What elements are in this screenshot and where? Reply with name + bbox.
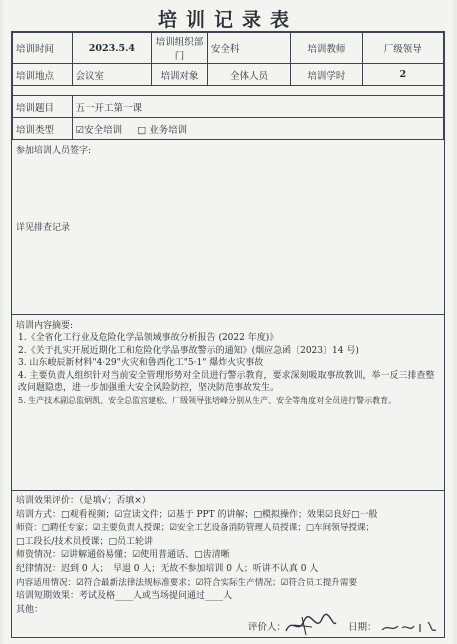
evaluation-section [12,491,444,639]
record-form [11,31,445,638]
date-handwriting [380,616,440,636]
training-record-sheet [3,0,453,644]
evaluation-short-term: 培训短期效果：考试及格____人或当场提问通过____人 [16,591,233,602]
evaluation-other: 其他： [16,604,44,615]
evaluation-method: 培训方式：□观看视频；☑宣读文件；☑基于 PPT 的讲解；□模拟操作；效果☑良好□一般 [16,509,378,520]
signers-section [12,140,444,315]
time-label: 培训时间 [13,33,73,64]
date-label: 日期： [348,622,377,633]
content-label: 培训内容摘要: [16,321,74,331]
place-value: 会议室 [72,64,152,86]
org-label: 培训组织部门 [152,33,208,64]
topic-label: 培训题目 [13,96,73,118]
evaluation-teacher-quality: 师资情况：☑讲解通俗易懂；☑使用普通话、□齿清晰 [16,550,230,561]
time-value: 2023.5.4 [72,33,152,64]
target-label: 培训对象 [152,64,208,86]
reviewer-signature [282,613,338,637]
content-item-1: 1.《全省化工行业及危险化学品领域事故分析报告 (2022 年度)》 [18,333,279,343]
content-item-5: 5. 生产技术副总监炳凯、安全总监宫建松、厂级领导张培峰分别从生产、安全等角度对全员进行警示教育。 [18,395,397,405]
evaluation-teachers: 师资：□聘任专家；☑主要负责人授课；☑安全工艺设备消防管理人员授课；□车间领导授课； [16,523,375,534]
target-value: 全体人员 [207,64,290,86]
reviewer-label: 评价人： [248,622,287,633]
signers-label: 参加培训人员签字: [16,146,92,156]
content-item-4: 4. 主要负责人组织针对当前安全管理形势对全员进行警示教育，要求深刻吸取事故教训，举一反三排查整改问题隐患，进一步加强重大安全风险防控，坚决防范事故发生。 [18,370,435,393]
evaluation-discipline: 纪律情况：迟到 0 人； 早退 0 人；无故不参加培训 0 人；听讲不认真 0 人 [16,563,319,574]
evaluation-applicability: 内容适用情况：☑符合最新法律法规标准要求；☑符合实际生产情况；☑符合员工提升需要 [16,577,358,588]
content-item-2: 2.《关于扎实开展近期化工和危险化学品事故警示的通知》(烟应急函〔2023〕14 号) [18,345,359,356]
content-item-3: 3. 山东峻辰新材料"4·29"火灾和鲁西化工"5·1" 爆炸火灾事故 [18,358,264,368]
page-title: 培训记录表 [157,9,298,31]
org-value: 安全科 [207,33,290,64]
evaluation-heading: 培训效果评价：（是填√；否填×） [16,496,151,506]
type-options [72,118,443,140]
content-section [12,315,444,491]
signers-note: 详见排查记录 [16,223,71,233]
type-business-checkbox[interactable]: □ 业务培训 [137,124,188,136]
hours-label: 培训学时 [291,64,362,86]
type-label: 培训类型 [13,118,73,140]
topic-value: 五一开工第一课 [72,96,443,118]
evaluation-teachers-cont: □工段长/技术员授课；□员工轮讲 [16,536,154,547]
teacher-label: 培训教师 [291,33,362,64]
hours-value: 2 [362,64,443,86]
info-table [12,32,444,140]
type-safety-checkbox[interactable]: ☑安全培训 [75,124,123,136]
place-label: 培训地点 [13,64,73,86]
teacher-value: 厂级领导 [362,33,443,64]
